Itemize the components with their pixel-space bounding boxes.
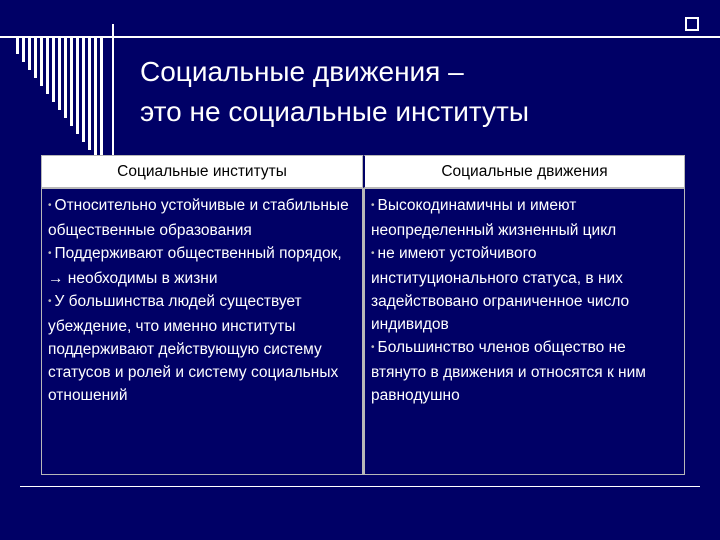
list-item: • У большинства людей существует убеждение, что именно институты поддерживают действующую систему статусов и ролей и систему социальных отношений xyxy=(48,293,339,404)
list-item: • Поддерживают общественный порядок, → необходимы в жизни xyxy=(48,245,342,287)
header-institutions: Социальные институты xyxy=(41,155,363,188)
header-movements: Социальные движения xyxy=(363,155,685,188)
title-line-2: это не социальные институты xyxy=(140,96,530,127)
institutions-column xyxy=(41,188,363,475)
list-item: • Высокодинамичны и имеют неопределенный жизненный цикл xyxy=(371,197,617,239)
bullet-icon: • xyxy=(371,248,375,259)
bullet-icon: • xyxy=(48,200,52,211)
slide-title xyxy=(140,52,700,132)
bullet-icon: • xyxy=(48,296,52,307)
movements-column xyxy=(363,188,685,475)
list-item: • Большинство членов общество не втянуто в движения и относятся к ним равнодушно xyxy=(371,339,646,404)
title-line-1: Социальные движения – xyxy=(140,56,464,87)
comparison-table xyxy=(41,155,685,475)
bullet-icon: • xyxy=(371,200,375,211)
bullet-icon: • xyxy=(48,248,52,259)
list-item: • не имеют устойчивого институционального статуса, в них задействовано ограниченное число индивидов xyxy=(371,245,630,333)
list-item: • Относительно устойчивые и стабильные общественные образования xyxy=(48,197,349,239)
bullet-icon: • xyxy=(371,342,375,353)
